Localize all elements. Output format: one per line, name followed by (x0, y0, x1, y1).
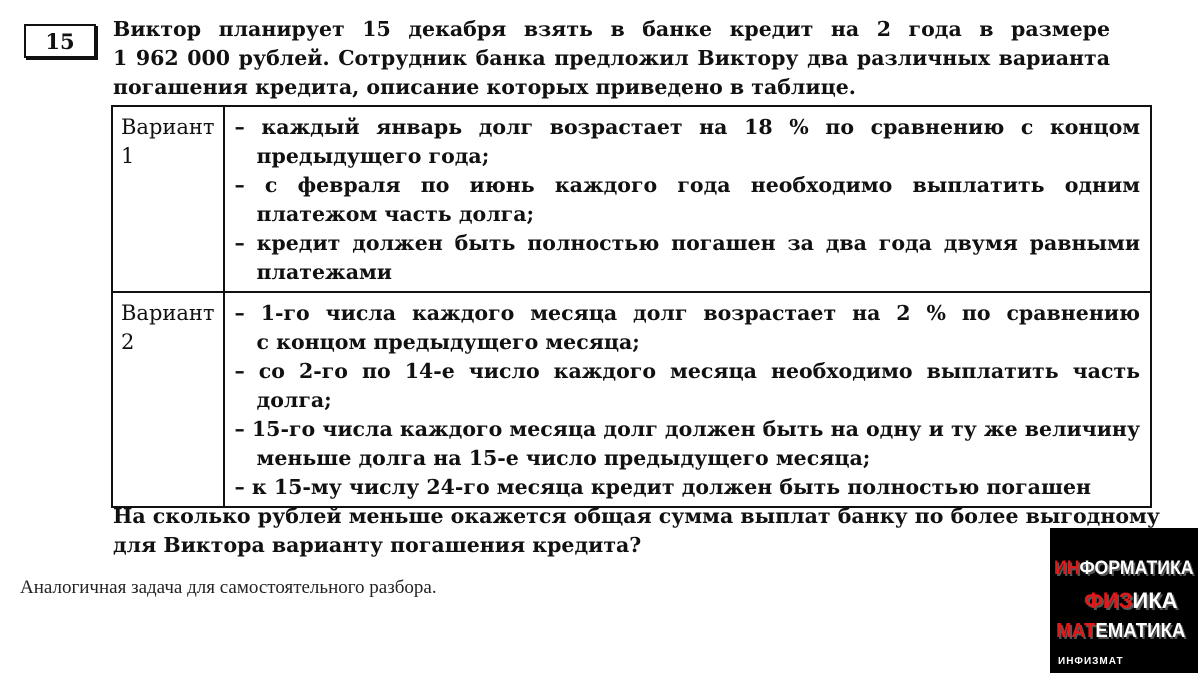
variant-row-1 (112, 106, 1151, 292)
variant-label: Вариант 1 (112, 106, 224, 292)
variant-conditions (224, 292, 1152, 507)
problem-line: погашения кредита, описание которых приведено в таблице. (113, 75, 856, 99)
logo-text: ЕМАТИКА (1095, 620, 1186, 642)
variants-table (111, 105, 1152, 508)
logo-accent: ИН (1054, 558, 1080, 579)
condition-item (235, 473, 1141, 502)
condition-item (235, 299, 1141, 357)
condition-line: долга; (256, 388, 332, 412)
condition-line: – к 15-му числу 24-го месяца кредит должен быть полностью погашен (234, 475, 1092, 499)
condition-line: – каждый январь долг возрастает на 18 % по сравнению с концом (234, 115, 1141, 139)
question-line: для Виктора варианту погашения кредита? (113, 533, 642, 557)
condition-line: – 15-го числа каждого месяца долг должен быть на одну и ту же величину (234, 417, 1141, 441)
variant-conditions (224, 106, 1152, 292)
logo-line-informatika (1054, 558, 1194, 580)
logo-accent: ФИЗ (1084, 588, 1133, 613)
logo-accent: МАТ (1056, 620, 1096, 642)
condition-item (235, 113, 1141, 171)
logo-line-fizika (1084, 588, 1178, 614)
problem-line: 1 962 000 рублей. Сотрудник банка предложил Виктору два различных варианта (113, 46, 1110, 70)
condition-item (235, 229, 1141, 287)
condition-line: – 1-го числа каждого месяца долг возрастает на 2 % по сравнению (234, 301, 1141, 325)
problem-number: 15 (24, 24, 96, 58)
condition-line: – с февраля по июнь каждого года необходимо выплатить одним (234, 173, 1141, 197)
problem-statement (113, 15, 1110, 102)
logo-text: ФОРМАТИКА (1079, 558, 1194, 579)
question (113, 502, 1160, 560)
problem-line: Виктор планирует 15 декабря взять в банке кредит на 2 года в размере (113, 17, 1110, 41)
condition-item (235, 171, 1141, 229)
logo-text: ИКА (1132, 588, 1178, 613)
condition-line: – кредит должен быть полностью погашен за два года двумя равными (234, 231, 1141, 255)
infizmat-logo (1050, 528, 1198, 673)
condition-line: меньше долга на 15-е число предыдущего месяца; (256, 446, 871, 470)
condition-line: предыдущего года; (256, 144, 490, 168)
condition-line: платежами (256, 260, 393, 284)
condition-line: с концом предыдущего месяца; (256, 330, 640, 354)
self-study-note: Аналогичная задача для самостоятельного разбора. (20, 577, 437, 598)
logo-line-matematika (1056, 620, 1185, 643)
question-line: На сколько рублей меньше окажется общая сумма выплат банку по более выгодному (113, 504, 1160, 528)
logo-caption: ИНФИЗМАТ (1058, 656, 1124, 667)
condition-line: – со 2-го по 14-е число каждого месяца необходимо выплатить часть (234, 359, 1141, 383)
variant-label: Вариант 2 (112, 292, 224, 507)
condition-item (235, 415, 1141, 473)
condition-line: платежом часть долга; (256, 202, 535, 226)
condition-item (235, 357, 1141, 415)
variant-row-2 (112, 292, 1151, 507)
